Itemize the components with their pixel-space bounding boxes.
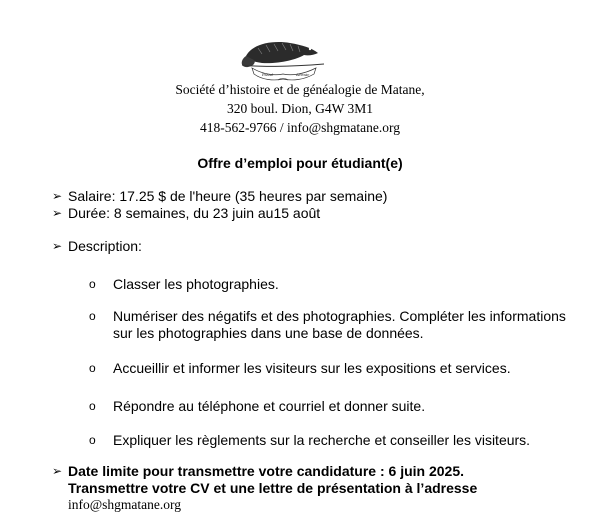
- task-text: Classer les photographies.: [113, 276, 279, 292]
- logo-banner-right: Avenir: [296, 72, 310, 77]
- deadline-date: Date limite pour transmettre votre candidature : 6 juin 2025.: [68, 463, 464, 479]
- task-text: Accueillir et informer les visiteurs sur les expositions et services.: [113, 360, 511, 376]
- arrow-bullet-icon: ➢: [52, 464, 63, 478]
- arrow-bullet-icon: ➢: [52, 206, 63, 220]
- deadline-email: info@shgmatane.org: [68, 497, 182, 512]
- circle-bullet-icon: o: [89, 361, 96, 375]
- deadline-instructions: Transmettre votre CV et une lettre de présentation à l’adresse: [68, 480, 478, 496]
- detail-salary-text: Salaire: 17.25 $ de l'heure (35 heures par semaine): [68, 188, 388, 204]
- deadline-text: [68, 463, 568, 497]
- arrow-bullet-icon: ➢: [52, 189, 63, 203]
- organization-name: Société d’histoire et de généalogie de Matane,: [175, 82, 425, 97]
- circle-bullet-icon: o: [89, 433, 96, 447]
- page-title: Offre d’emploi pour étudiant(e): [197, 155, 403, 171]
- arrow-bullet-icon: ➢: [52, 239, 63, 253]
- circle-bullet-icon: o: [89, 277, 96, 291]
- task-text: Numériser des négatifs et des photographies. Compléter les informations sur les photographies dans une base de données.: [113, 308, 566, 341]
- description-label: Description:: [68, 238, 142, 254]
- task-text: Répondre au téléphone et courriel et donner suite.: [113, 398, 426, 414]
- circle-bullet-icon: o: [89, 309, 96, 323]
- beaver-logo-icon: [238, 34, 328, 82]
- detail-duration-text: Durée: 8 semaines, du 23 juin au15 août: [68, 205, 321, 221]
- logo-banner-left: Passé: [262, 72, 274, 77]
- circle-bullet-icon: o: [89, 399, 96, 413]
- organization-contact: 418-562-9766 / info@shgmatane.org: [199, 120, 401, 135]
- task-text: Expliquer les règlements sur la recherche et conseiller les visiteurs.: [113, 432, 531, 448]
- organization-address: 320 boul. Dion, G4W 3M1: [226, 101, 373, 116]
